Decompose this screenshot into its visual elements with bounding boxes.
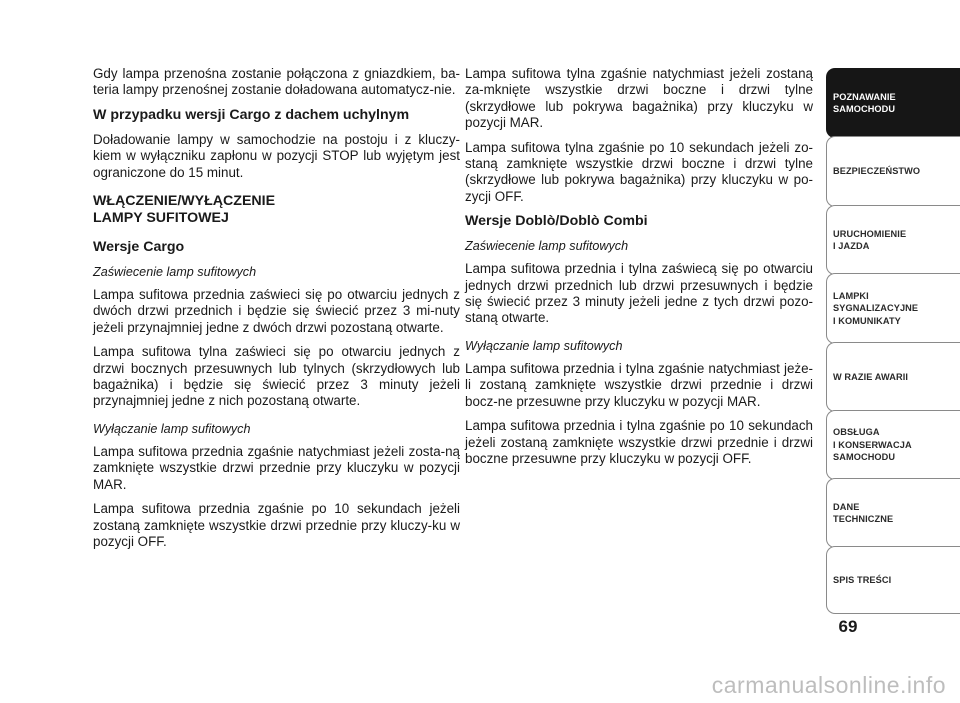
tab-label: POZNAWANIE SAMOCHODU — [833, 91, 896, 114]
paragraph: Lampa sufitowa przednia zaświeci się po otwarciu jednych z dwóch drzwi przednich i będzie się świecić przez 3 mi-nuty jeżeli przynajmniej jedne z dwóch drzwi pozostaną otwarte. — [93, 287, 460, 335]
paragraph: Lampa sufitowa przednia i tylna zgaśnie natychmiast jeże-li zostaną zamknięte wszystkie drzwi przednie i drzwi bocz-ne przesuwne przy kluczyku w pozycji MAR. — [465, 360, 813, 409]
subsection-heading: Wyłączanie lamp sufitowych — [93, 421, 251, 436]
main-heading — [93, 193, 460, 227]
subsection-heading: Zaświecenie lamp sufitowych — [465, 239, 629, 254]
watermark: carmanualsonline.info — [711, 672, 946, 698]
tab-label: W RAZIE AWARII — [833, 371, 909, 382]
paragraph: Lampa sufitowa przednia zgaśnie po 10 sekundach jeżeli zostaną zamknięte wszystkie drzwi przednie przy kluczy-ku w pozycji OFF. — [93, 501, 460, 549]
tab-label: BEZPIECZEŃSTWO — [833, 166, 921, 177]
paragraph: Doładowanie lampy w samochodzie na postoju i z kluczy-kiem w wyłączniku zapłonu w pozycji STOP lub wyjętym jest ograniczone do 15 minut. — [93, 131, 460, 180]
paragraph: Lampa sufitowa przednia zgaśnie natychmiast jeżeli zosta-ną zamknięte wszystkie drzwi przednie przy kluczyku w pozycji MAR. — [93, 443, 460, 492]
tab-uruchomienie-i-jazda[interactable] — [826, 205, 960, 275]
main-heading-line-1: WŁĄCZENIE/WYŁĄCZENIE — [93, 193, 276, 210]
tab-label: URUCHOMIENIE I JAZDA — [833, 228, 907, 251]
page-number: 69 — [838, 617, 858, 636]
section-heading: Wersje Doblò/Doblò Combi — [465, 213, 648, 230]
paragraph: Gdy lampa przenośna zostanie połączona z gniazdkiem, ba-teria lampy przenośnej zostanie doładowana automatycz-nie. — [93, 66, 460, 98]
tab-obsluga-i-konserwacja[interactable] — [826, 410, 960, 480]
tab-poznawanie-samochodu[interactable] — [826, 68, 960, 138]
main-heading-line-2: LAMPY SUFITOWEJ — [93, 210, 229, 227]
paragraph: Lampa sufitowa przednia i tylna zaświecą się po otwarciu jednych drzwi przednich lub drzwi przesuwnych i będzie się świecić przez 3 minuty jeżeli jedne z tych drzwi pozo-staną otwarte. — [465, 261, 813, 326]
subsection-heading: Wyłączanie lamp sufitowych — [465, 338, 623, 353]
tab-label: OBSŁUGA I KONSERWACJA SAMOCHODU — [833, 427, 912, 463]
section-heading: W przypadku wersji Cargo z dachem uchylnym — [93, 106, 410, 123]
paragraph: Lampa sufitowa tylna zgaśnie natychmiast jeżeli zostaną za-mknięte wszystkie drzwi boczne i drzwi tylne (skrzydłowe lub pokrywa bagażnika) przy kluczyku w pozycji MAR. — [465, 66, 813, 131]
subsection-heading: Zaświecenie lamp sufitowych — [93, 265, 257, 280]
right-column — [465, 66, 813, 475]
tab-spis-tresci[interactable] — [826, 546, 960, 614]
tab-dane-techniczne[interactable] — [826, 478, 960, 548]
tab-label: DANE TECHNICZNE — [833, 501, 894, 524]
tab-lampki-sygnalizacyjne[interactable] — [826, 273, 960, 344]
tab-bezpieczenstwo[interactable] — [826, 136, 960, 207]
tab-w-razie-awarii[interactable] — [826, 342, 960, 412]
paragraph: Lampa sufitowa przednia i tylna zgaśnie po 10 sekundach jeżeli zostaną zamknięte wszystkie drzwi przednie i drzwi boczne przesuwne przy kluczyku w pozycji OFF. — [465, 418, 813, 466]
paragraph: Lampa sufitowa tylna zaświeci się po otwarciu jednych z drzwi bocznych przesuwnych lub tylnych (skrzydłowych lub bagażnika) i będzie się świecić przez 3 minuty jeżeli przynajmniej jedne z nich pozostaną otwarte. — [93, 344, 460, 409]
tab-label: LAMPKI SYGNALIZACYJNE I KOMUNIKATY — [833, 290, 919, 326]
tab-label: SPIS TREŚCI — [833, 574, 892, 585]
section-heading: Wersje Cargo — [93, 239, 185, 256]
left-column — [93, 66, 460, 558]
paragraph: Lampa sufitowa tylna zgaśnie po 10 sekundach jeżeli zo-staną zamknięte wszystkie drzwi boczne i drzwi tylne (skrzydłowe lub pokrywa bagażnika) przy kluczyku w po-zycji OFF. — [465, 139, 813, 204]
